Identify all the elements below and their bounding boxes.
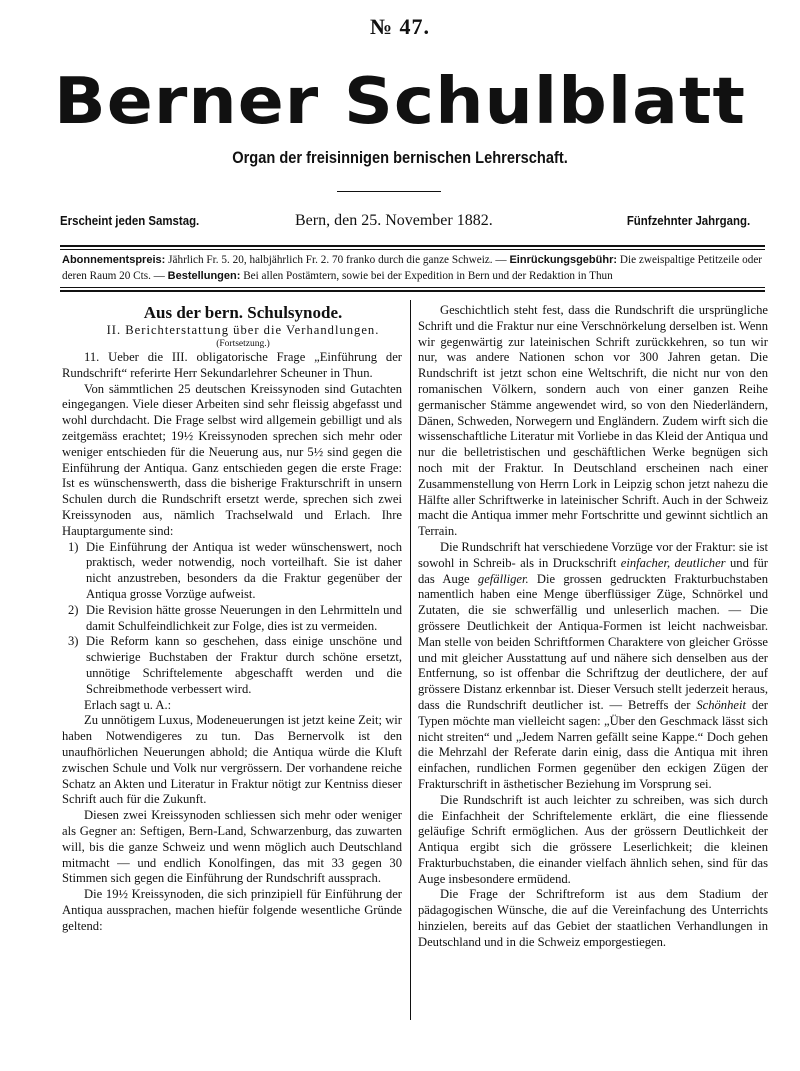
text-run: der Typen möchte man vielleicht sagen: „Über den Geschmack lässt sich nicht streiten“ und „Jedem Narren gefällt seine Kappe.“ Doch gehen die Mehrzahl der Referate darin einig, dass die Antiqua mit ihren einfachen, rundlichen Formen gegenüber den eckigen Zügen der Frakturschrift in ästhetischer Beziehung im Vorsprung sei. [418, 697, 768, 791]
list-number: 2) [68, 602, 79, 617]
right-column [418, 303, 768, 951]
emphasis: Schönheit [696, 697, 746, 712]
publication-frequency: Erscheint jeden Samstag. [60, 213, 200, 228]
list-item [62, 634, 402, 697]
list-number: 1) [68, 539, 79, 554]
list-text: Die Reform kann so geschehen, dass einige unschöne und schwierige Buchstaben der Fraktur durch schöne ersetzt, unnötige Schriftelemente abgeschafft werden und die Schreibmethode verbessert wird. [86, 634, 402, 696]
column-divider [410, 300, 411, 1020]
text-run: Die grossen gedruckten Frakturbuchstaben namentlich haben eine Menge überflüssiger Züge, Schnörkel und Zutaten, die sie schwerfällig und unleserlich machen. — Die grössere Deutlichkeit der Antiqua-Formen ist leicht nachweisbar. Man stelle von beiden Schriftformen Charaktere von gleicher Grösse und mit gleicher Ausstattung auf und nähere sich denselben aus der Entfernung, so ist offenbar die Schriftzug der deutlichere, der auf grössere Distanz erkennbar ist. Dieser Versuch stellt jederzeit heraus, dass die Rundschrift deutlicher ist. — Betreffs der [418, 571, 769, 712]
left-column [62, 303, 402, 934]
text-run: und für das Auge [418, 555, 768, 586]
subscription-text: Jährlich Fr. 5. 20, halbjährlich Fr. 2. 70 franko durch die ganze Schweiz. — [168, 254, 507, 266]
volume-year: Fünfzehnter Jahrgang. [626, 213, 750, 228]
rule-top-thick [60, 245, 765, 247]
emphasis: einfacher, deutlicher [620, 555, 726, 570]
paragraph [418, 540, 768, 793]
masthead-subtitle: Organ der freisinnigen bernischen Lehrerschaft. [232, 148, 568, 167]
dateline [60, 212, 750, 232]
article-continued: (Fortsetzung.) [216, 339, 270, 349]
ad-fee-text: Die zweispaltige Petitzeile oder deren Raum 20 Cts. — [62, 254, 763, 282]
paragraph: Die Frage der Schriftreform ist aus dem Stadium der pädagogischen Wünsche, die auf die Vereinfachung des Unterrichts hinzielen, bereits auf das Gebiet der staatlichen Verhandlungen in Deutschland und in die Schweiz emporgestiegen. [418, 887, 768, 949]
short-divider [337, 191, 441, 192]
rule-bottom-thick [60, 290, 765, 292]
list-item [62, 540, 402, 603]
list-text: Die Revision hätte grosse Neuerungen in den Lehrmitteln und damit Schulfeindlichkeit zur Folge, dies ist zu vermeiden. [86, 602, 402, 633]
subscription-info [62, 252, 762, 284]
list-item [62, 603, 402, 635]
paragraph: Erlach sagt u. A.: [84, 697, 172, 712]
list-text: Die Einführung der Antiqua ist weder wünschenswert, noch praktisch, weder notwendig, noch vorteilhaft. Sie ist daher nicht anzustreben, besonders da die Fraktur gegenüber der Antiqua grosse Vorzüge aufweist. [86, 539, 402, 601]
paragraph: Die 19½ Kreissynoden, die sich prinzipiell für Einführung der Antiqua aussprachen, machen hiefür folgende wesentliche Gründe geltend: [62, 887, 402, 933]
subscription-label: Abonnementspreis: [62, 254, 166, 266]
paragraph: 11. Ueber die III. obligatorische Frage „Einführung der Rundschrift“ referirte Herr Sekundarlehrer Scheuner in Thun. [62, 350, 402, 380]
quote-paragraph: Zu unnötigem Luxus, Modeneuerungen ist jetzt keine Zeit; wir haben Notwendigeres zu tun. Das Bernervolk ist den unaufhörlichen Neuerungen abhold; die Antiqua würde die Kluft zwischen Schule und Volk nur vergrössern. Der vorhandene reiche Schatz an Akten und Literatur in Fraktur nötigt zur Kentniss dieser Schrift auch für die Zukunft. [62, 713, 402, 807]
paragraph: Von sämmtlichen 25 deutschen Kreissynoden sind Gutachten eingegangen. Viele dieser Arbeiten sind sehr fleissig abgefasst und wohl durchdacht. Die Frage selbst wird allgemein gebilligt und als zeitgemäss erachtet; 19½ Kreissynoden sprechen sich mehr oder weniger entschieden für die Neuerung aus, nur 5½ sind gegen die Einführung der Antiqua. Ganz entschieden gegen die erste Frage: Ist es wünschenswerth, dass die bisherige Frakturschrift in unsern Schulen durch die Rundschrift ersetzt werde, sprechen sich zwei Kreissynoden aus, nämlich Trachselwald und Erlach. Ihre Hauptargumente sind: [62, 381, 402, 538]
orders-text: Bei allen Postämtern, sowie bei der Expedition in Bern und der Redaktion in Thun [243, 270, 613, 282]
paragraph: Geschichtlich steht fest, dass die Rundschrift die ursprüngliche Schrift und die Fraktur nur eine Verschnörkelung derselben ist. Wenn wir gegenwärtig zur lateinischen Schrift zurückkehren, so tun wir nur, was andere Nationen schon vor 300 Jahren getan. Die Rundschrift ist jetzt schon eine Weltschrift, die nicht nur von den romanischen Völkern, sondern auch von einer ganzen Reihe germanischer Stämme angewendet wird, so von den Niederländern, Dänen, Schweden, Norwegern und Engländern. Zudem wirft sich die wissenschaftliche Literatur mit Vorliebe in das Kleid der Antiqua und nur die belletristischen und geschäftlichen Werke begnügen sich noch mit der Fraktur. In Deutschland erscheinen nach einer Zusammenstellung von Herrn Lork in Leipzig schon jetzt nahezu die Hälfte aller Schriftwerke in lateinischer Schrift. Auch in der Schweiz macht die Antiqua immer mehr Fortschritte und gewinnt sichtlich an Terrain. [418, 303, 768, 539]
emphasis: gefälliger. [477, 571, 529, 586]
orders-label: Bestellungen: [167, 270, 241, 282]
paragraph: Diesen zwei Kreissynoden schliessen sich mehr oder weniger als Gegner an: Seftigen, Bern-Land, Schwarzenburg, das zuwarten will, bis die ganze Schweiz und wenn möglich auch Deutschland mitmacht — und endlich Konolfingen, das mit 33 gegen 30 Stimmen sich gegen die Einführung der Rundschrift aussprach. [62, 808, 402, 886]
article-subtitle: II. Berichterstattung über die Verhandlungen. [106, 323, 380, 337]
rule-top-thin [60, 249, 765, 250]
ad-fee-label: Einrückungsgebühr: [509, 254, 618, 266]
masthead-title: Berner Schulblatt [54, 65, 746, 139]
issue-number: № 47. [369, 14, 431, 39]
paragraph: Die Rundschrift ist auch leichter zu schreiben, was sich durch die Einfachheit der Schriftelemente erklärt, die eine fliessende geläufige Schrift ermöglichen. Aus der grössern Deutlichkeit der Antiqua ergibt sich die grössere Leserlichkeit; die kleinen Frakturbuchstaben, die einander vielfach ähnlich sehen, sind für das Auge insbesondere ermüdend. [418, 792, 768, 886]
list-number: 3) [68, 634, 79, 649]
text-run: Die Rundschrift hat verschiedene Vorzüge vor der Fraktur: sie ist sowohl in Schreib- als in Druckschrift [418, 539, 768, 570]
arguments-list [62, 540, 402, 698]
place-and-date: Bern, den 25. November 1882. [295, 212, 493, 229]
article-title: Aus der bern. Schulsynode. [143, 303, 343, 322]
rule-bottom-thin [60, 287, 765, 288]
